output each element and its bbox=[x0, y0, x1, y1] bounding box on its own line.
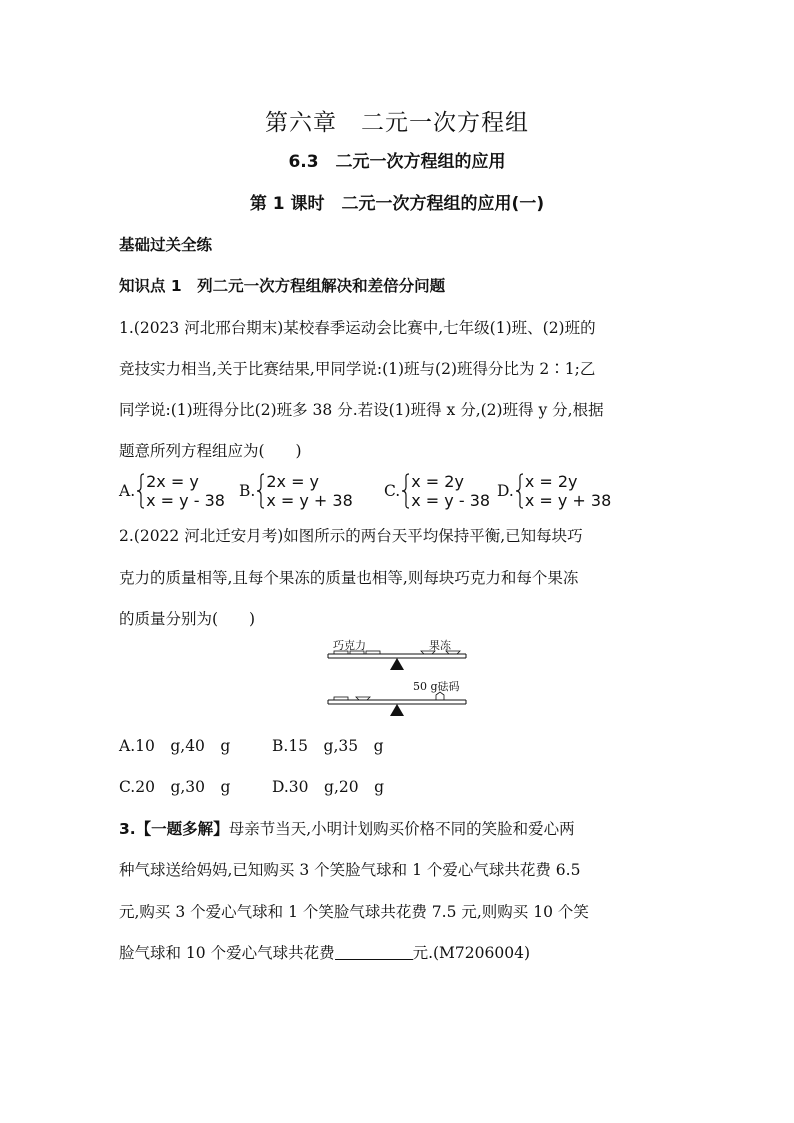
section-title: 6.3 二元一次方程组的应用 bbox=[288, 152, 506, 172]
chapter-title: 第六章 二元一次方程组 bbox=[265, 110, 529, 136]
q2-line-1: 2.(2022 河北迁安月考)如图所示的两台天平均保持平衡,已知每块巧 bbox=[119, 527, 583, 545]
q3-tag: 3.【一题多解】 bbox=[119, 820, 229, 838]
q1-option-a[interactable]: A. 2x = y x = y - 38 bbox=[119, 472, 225, 510]
q1-line-2: 竞技实力相当,关于比赛结果,甲同学说:(1)班与(2)班得分比为 2∶1;乙 bbox=[119, 360, 596, 378]
q2-option-c[interactable]: C.20 g,30 g bbox=[119, 778, 231, 796]
q1-line-3: 同学说:(1)班得分比(2)班多 38 分.若设(1)班得 x 分,(2)班得 y 分,根据 bbox=[119, 401, 604, 419]
lesson-title: 第 1 课时 二元一次方程组的应用(一) bbox=[249, 194, 545, 214]
q2-option-a[interactable]: A.10 g,40 g bbox=[119, 737, 231, 755]
q1-line-1: 1.(2023 河北邢台期末)某校春季运动会比赛中,七年级(1)班、(2)班的 bbox=[119, 319, 596, 337]
label-jelly: 果冻 bbox=[429, 639, 451, 652]
q3-line-3: 元,购买 3 个爱心气球和 1 个笑脸气球共花费 7.5 元,则购买 10 个笑 bbox=[119, 903, 589, 921]
q1-line-4: 题意所列方程组应为( ) bbox=[119, 442, 302, 460]
q3-line-2: 种气球送给妈妈,已知购买 3 个笑脸气球和 1 个爱心气球共花费 6.5 bbox=[119, 861, 581, 879]
q2-line-3: 的质量分别为( ) bbox=[119, 610, 256, 628]
equation-system: x = 2y x = y - 38 bbox=[401, 472, 490, 510]
equation-system: x = 2y x = y + 38 bbox=[515, 472, 611, 510]
label-weight: 50 g砝码 bbox=[413, 680, 460, 693]
q1-option-c[interactable]: C. x = 2y x = y - 38 bbox=[384, 472, 491, 510]
answer-blank[interactable] bbox=[335, 945, 413, 960]
q3-line-1: 3.【一题多解】母亲节当天,小明计划购买价格不同的笑脸和爱心两 bbox=[119, 820, 575, 838]
equation-system: 2x = y x = y + 38 bbox=[256, 472, 352, 510]
label-chocolate: 巧克力 bbox=[333, 639, 366, 652]
q3-line-4: 脸气球和 10 个爱心气球共花费 元.(M7206004) bbox=[119, 944, 531, 962]
q1-option-b[interactable]: B. 2x = y x = y + 38 bbox=[239, 472, 353, 510]
weight-icon bbox=[436, 692, 444, 700]
q2-option-b[interactable]: B.15 g,35 g bbox=[272, 737, 384, 755]
knowledge-point-label: 知识点 1 列二元一次方程组解决和差倍分问题 bbox=[119, 277, 446, 295]
balance-scale-figure bbox=[326, 632, 476, 724]
practice-label: 基础过关全练 bbox=[119, 236, 213, 254]
equation-system: 2x = y x = y - 38 bbox=[136, 472, 225, 510]
q1-option-d[interactable]: D. x = 2y x = y + 38 bbox=[497, 472, 612, 510]
q2-option-d[interactable]: D.30 g,20 g bbox=[272, 778, 385, 796]
q2-line-2: 克力的质量相等,且每个果冻的质量也相等,则每块巧克力和每个果冻 bbox=[119, 569, 579, 587]
fulcrum-top bbox=[390, 658, 404, 670]
fulcrum-bottom bbox=[390, 704, 404, 716]
